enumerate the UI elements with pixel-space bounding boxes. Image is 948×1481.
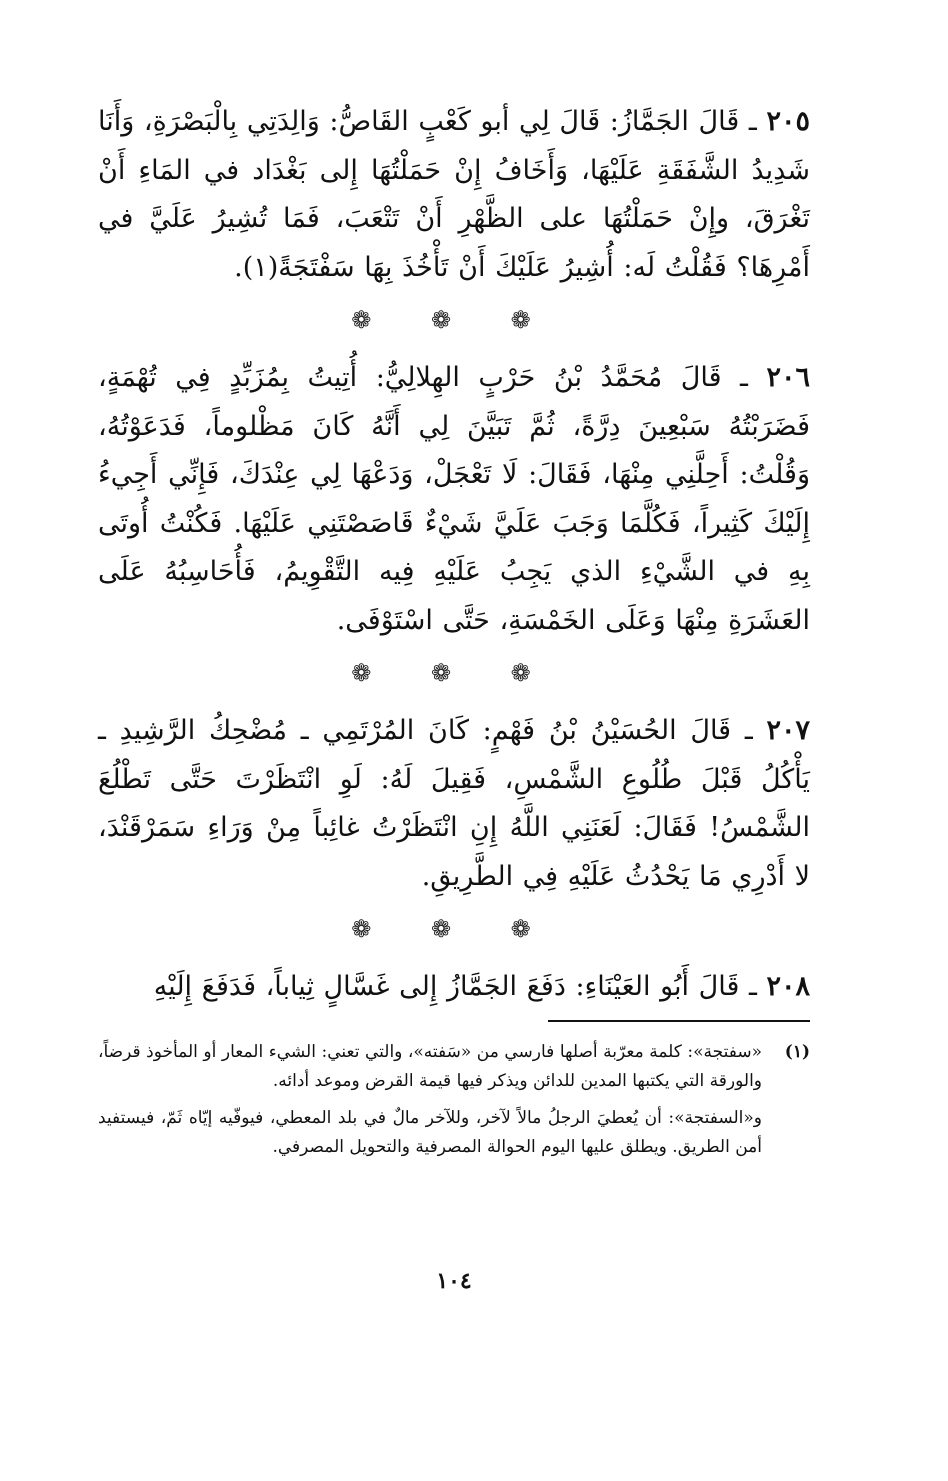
footnote-text: «سفتجة»: كلمة معرّبة أصلها فارسي من «سَفته»، والتي تعني: الشيء المعار أو المأخوذ قرضاً، والورقة التي يكتبها المدين للدائن ويذكر فيها قيمة القرض وموعد أدائه.: [98, 1042, 762, 1091]
section-separator: [98, 909, 810, 949]
footnote-divider: [548, 1020, 810, 1022]
entry-text: ـ قَالَ أَبُو العَيْنَاءِ: دَفَعَ الجَمَّازُ إِلى غَسَّالٍ ثِياباً، فَدَفَعَ إِلَيْهِ: [153, 971, 757, 1002]
footnote-1-continued: و«السفتجة»: أن يُعطيَ الرجلُ مالاً لآخر، وللآخر مالٌ في بلد المعطي، فيوفّيه إيّاه ثَمّ، فيستفيد أمن الطريق. ويطلق عليها اليوم الحوالة المصرفية والتحويل المصرفي.: [98, 1108, 762, 1157]
entry-text: ـ قَالَ مُحَمَّدُ بْنُ حَرْبٍ الهِلالِيُّ: أُتِيتُ بِمُزَبِّدٍ فِي تُهْمَةٍ، فَضَرَبْتُهُ سَبْعِينَ دِرَّةً، ثُمَّ تَبَيَّنَ لِي أَنَّهُ كَانَ مَظْلوماً، فَدَعَوْتُهُ، وَقُلْتُ: أَحِلَّنِي مِنْهَا، فَقَالَ: لَا تَعْجَلْ، وَدَعْهَا لِي عِنْدَكَ، فَإِنِّي أَجِيءُ إِلَيْكَ كَثِيراً، فَكُلَّمَا وَجَبَ عَلَيَّ شَيْءٌ قَاصَصْتَنِي عَلَيْهَا. فَكُنْتُ أُوتَى بِهِ في الشَّيْءِ الذي يَجِبُ عَلَيْهِ فِيه التَّقْوِيمُ، فَأُحَاسِبُهُ عَلَى العَشَرَةِ مِنْهَا وَعَلَى الخَمْسَةِ، حَتَّى اسْتَوْفَى.: [98, 362, 810, 636]
page-number: ١٠٤: [436, 1268, 472, 1294]
footnotes: [98, 1038, 810, 1162]
entry-205: [98, 98, 810, 292]
section-separator: [98, 653, 810, 693]
book-page: [98, 98, 810, 1418]
entry-text: ـ قَالَ الجَمَّازُ: قَالَ لِي أبو كَعْبٍ القَاصُّ: وَالِدَتِي بِالْبَصْرَةِ، وَأَنَا شَدِيدُ الشَّفَقَةِ عَلَيْهَا، وَأَخَافُ إِنْ حَمَلْتُهَا إِلى بَغْدَاد في المَاءِ أَنْ تَغْرَقَ، وإِنْ حَمَلْتُهَا على الظَّهْرِ أَنْ تَتْعَبَ، فَمَا تُشِيرُ عَلَيَّ في أَمْرِهَا؟ فَقُلْتُ لَه: أُشِيرُ عَلَيْكَ أَنْ تَأْخُذَ بِهَا سَفْتَجَةً(١).: [98, 106, 810, 283]
entry-text: ـ قَالَ الحُسَيْنُ بْنُ فَهْمٍ: كَانَ المُرْتَمِي ـ مُضْحِكُ الرَّشِيدِ ـ يَأْكُلُ قَبْلَ طُلُوعِ الشَّمْسِ، فَقِيلَ لَهُ: لَوِ انْتَظَرْتَ حَتَّى تَطْلُعَ الشَّمْسُ! فَقَالَ: لَعَنَنِي اللَّهُ إِنِ انْتَظَرْتُ غائِباً مِنْ وَرَاءِ سَمَرْقَنْدَ، لا أَدْرِي مَا يَحْدُثُ عَلَيْهِ فِي الطَّرِيقِ.: [98, 715, 810, 892]
entry-206: [98, 354, 810, 645]
footnote-mark: (١): [784, 1042, 810, 1062]
flower-ornament-icon: ❁ ❁ ❁: [351, 915, 557, 943]
entry-number: ٢٠٥: [766, 106, 810, 137]
footnote-1: [98, 1038, 810, 1096]
entry-208: [98, 963, 810, 1012]
flower-ornament-icon: ❁ ❁ ❁: [351, 659, 557, 687]
flower-ornament-icon: ❁ ❁ ❁: [351, 306, 557, 334]
entry-207: [98, 707, 810, 901]
section-separator: [98, 300, 810, 340]
entry-number: ٢٠٦: [766, 362, 810, 393]
entry-number: ٢٠٨: [766, 971, 810, 1002]
entry-number: ٢٠٧: [766, 715, 810, 746]
